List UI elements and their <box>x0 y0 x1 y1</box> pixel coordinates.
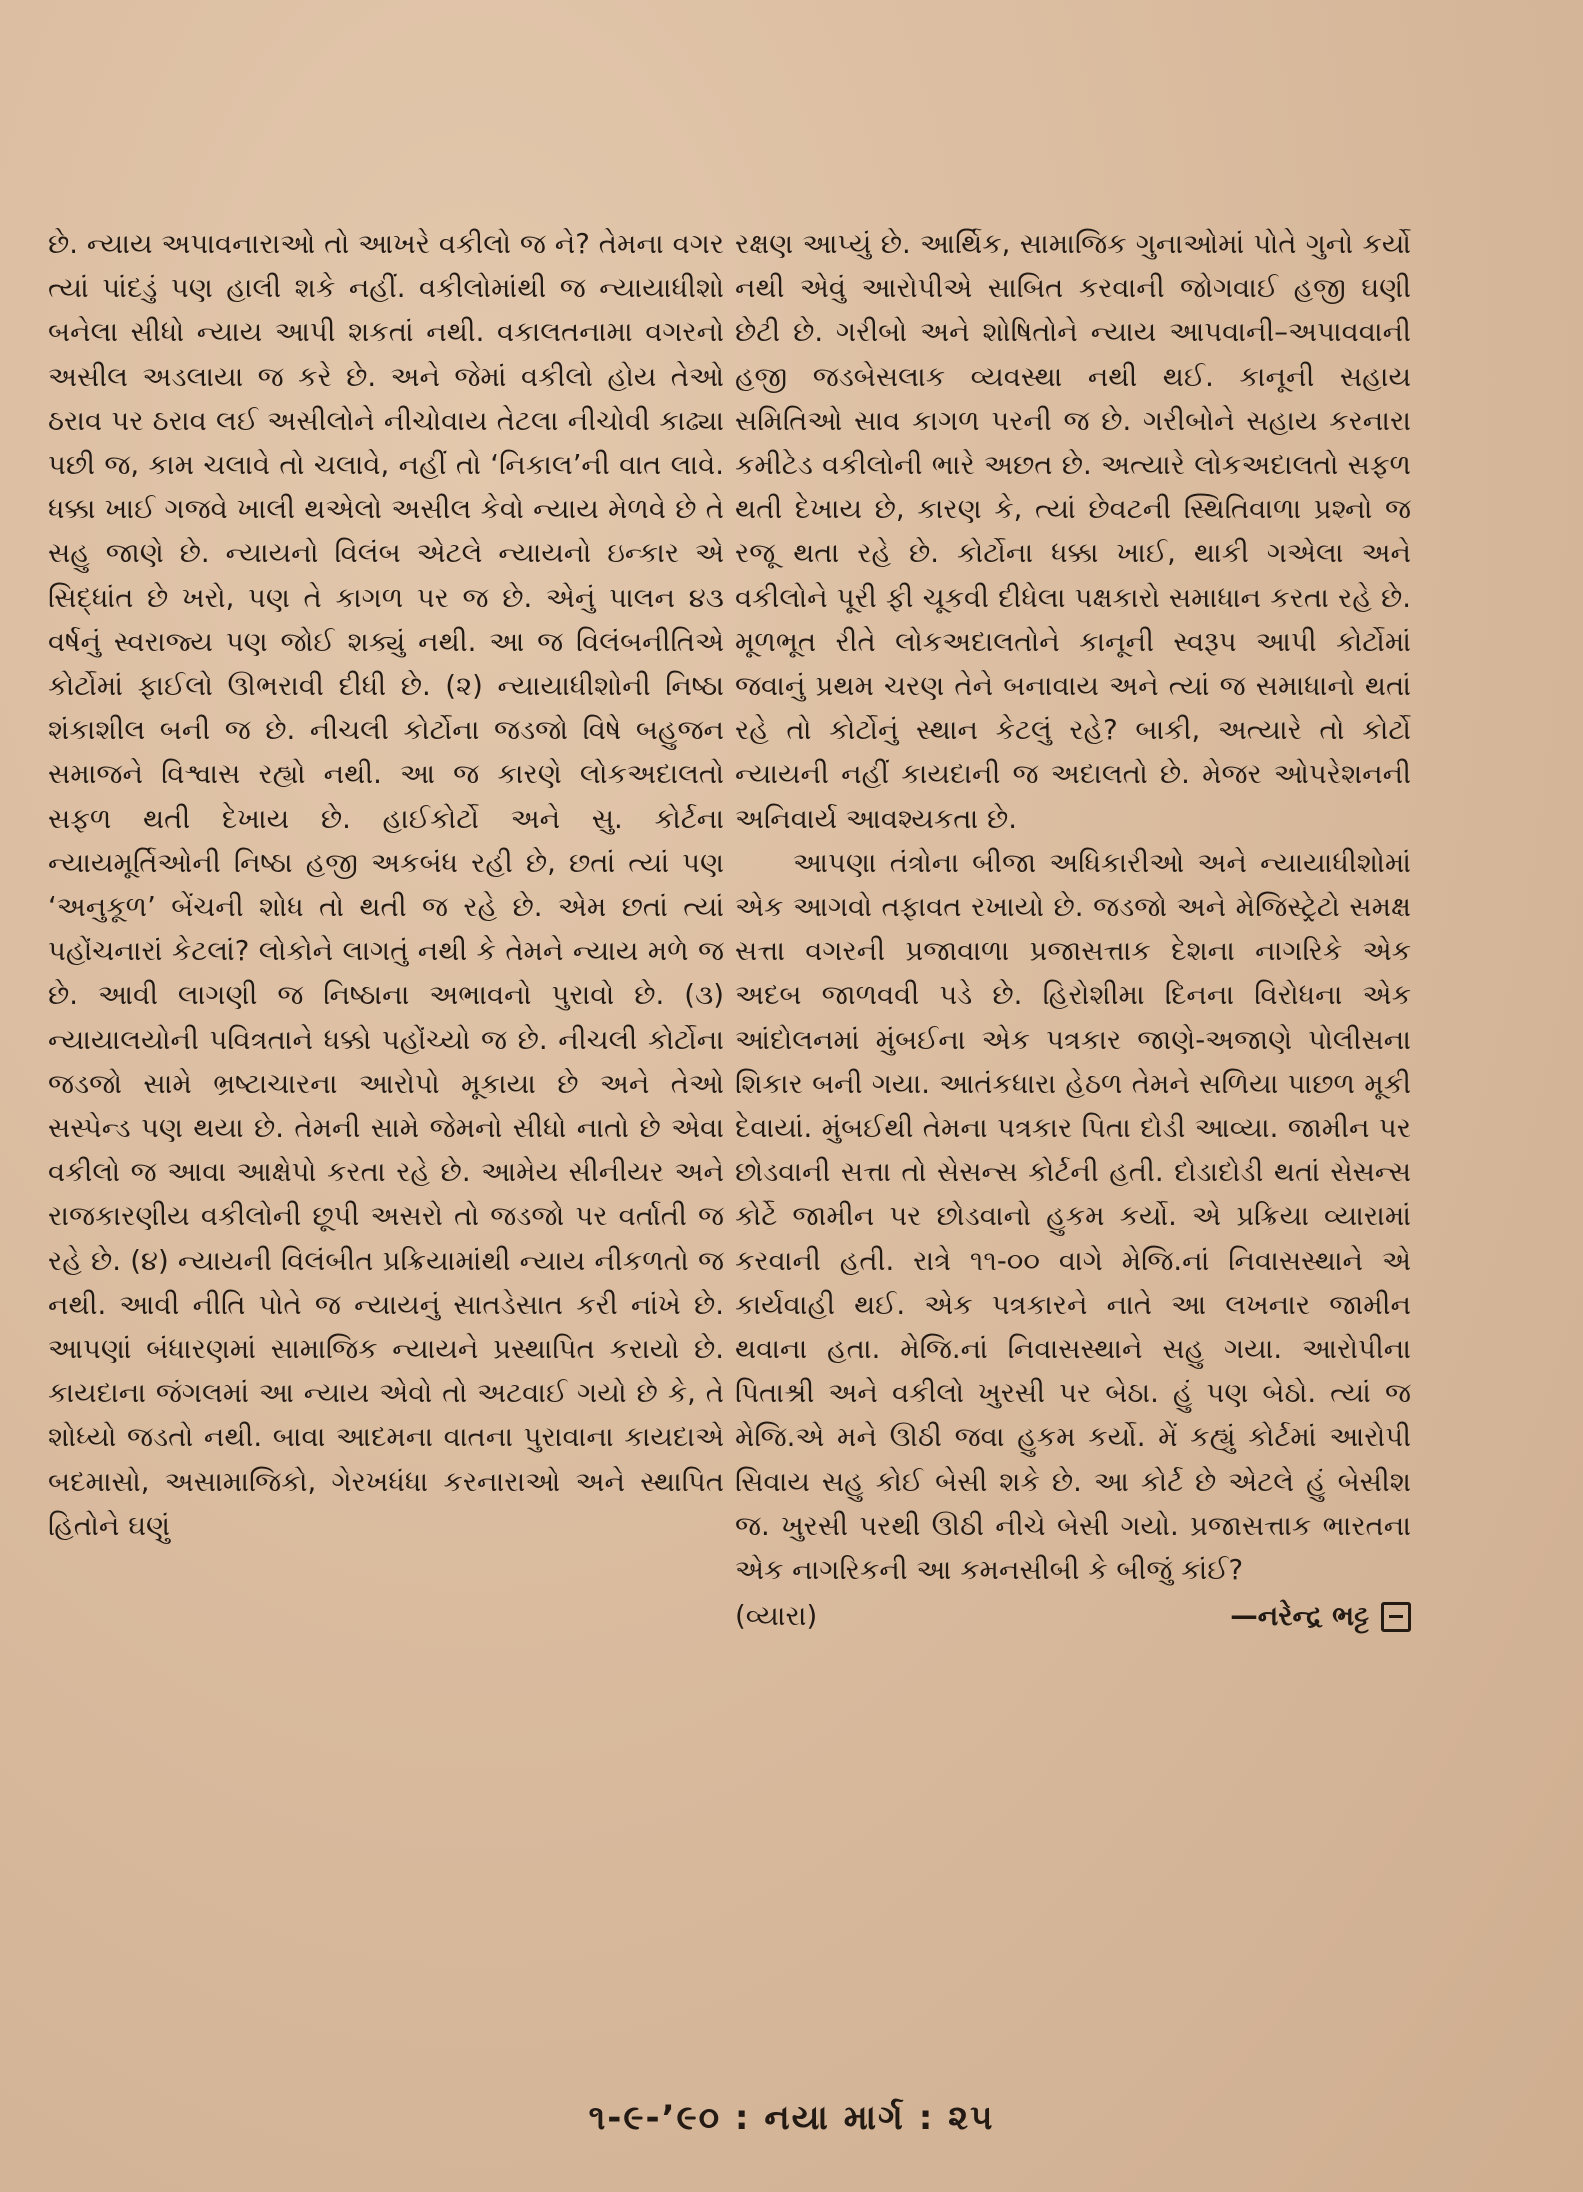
author-name: —નરેન્દ્ર ભટ્ટ <box>1230 1600 1369 1633</box>
page-footer: ૧-૯-’૯૦ : નયા માર્ગ : ૨૫ <box>588 2098 995 2138</box>
author-block <box>1230 1594 1411 1638</box>
right-column-paragraph-1: રક્ષણ આપ્યું છે. આર્થિક, સામાજિક ગુનાઓમાં પોતે ગુનો કર્યો નથી એવું આરોપીએ સાબિત કરવાની જોગવાઈ હજી ઘણી છેટી છે. ગરીબો અને શોષિતોને ન્યાય આપવાની–અપાવવાની હજી જડબેસલાક વ્યવસ્થા નથી થઈ. કાનૂની સહાય સમિતિઓ સાવ કાગળ પરની જ છે. ગરીબોને સહાય કરનારા કમીટેડ વકીલોની ભારે અછત છે. અત્યારે લોકઅદાલતો સફળ થતી દેખાય છે, કારણ કે, ત્યાં છેવટની સ્થિતિવાળા પ્રશ્નો જ રજૂ થતા રહે છે. કોર્ટોના ધક્કા ખાઈ, થાકી ગએલા અને વકીલોને પૂરી ફી ચૂકવી દીધેલા પક્ષકારો સમાધાન કરતા રહે છે. મૂળભૂત રીતે લોકઅદાલતોને કાનૂની સ્વરૂપ આપી કોર્ટોમાં જવાનું પ્રથમ ચરણ તેને બનાવાય અને ત્યાં જ સમાધાનો થતાં રહે તો કોર્ટોનું સ્થાન કેટલું રહે? બાકી, અત્યારે તો કોર્ટો ન્યાયની નહીં કાયદાની જ અદાલતો છે. મેજર ઓપરેશનની અનિવાર્ય આવશ્યકતા છે. <box>735 228 1411 835</box>
left-column-text: છે. ન્યાય અપાવનારાઓ તો આખરે વકીલો જ ને? તેમના વગર ત્યાં પાંદડું પણ હાલી શકે નહીં. વકીલોમાંથી જ ન્યાયાધીશો બનેલા સીધો ન્યાય આપી શકતાં નથી. વકાલતનામા વગરનો અસીલ અડલાયા જ કરે છે. અને જેમાં વકીલો હોય તેઓ ઠરાવ પર ઠરાવ લઈ અસીલોને નીચોવાય તેટલા નીચોવી કાઢ્યા પછી જ, કામ ચલાવે તો ચલાવે, નહીં તો ‘નિકાલ’ની વાત લાવે. ધક્કા ખાઈ ગજવે ખાલી થએલો અસીલ કેવો ન્યાય મેળવે છે તે સહુ જાણે છે. ન્યાયનો વિલંબ એટલે ન્યાયનો ઇન્કાર એ સિદ્ધાંત છે ખરો, પણ તે કાગળ પર જ છે. એનું પાલન ૪૩ વર્ષનું સ્વરાજ્ય પણ જોઈ શક્યું નથી. આ જ વિલંબનીતિએ કોર્ટોમાં ફાઈલો ઊભરાવી દીધી છે. (૨) ન્યાયાધીશોની નિષ્ઠા શંકાશીલ બની જ છે. નીચલી કોર્ટોના જડજો વિષે બહુજન સમાજને વિશ્વાસ રહ્યો નથી. આ જ કારણે લોકઅદાલતો સફળ થતી દેખાય છે. હાઈકોર્ટો અને સુ. કોર્ટના ન્યાયમૂર્તિઓની નિષ્ઠા હજી અકબંધ રહી છે, છતાં ત્યાં પણ ‘અનુકૂળ’ બેંચની શોધ તો થતી જ રહે છે. એમ છતાં ત્યાં પહોંચનારાં કેટલાં? લોકોને લાગતું નથી કે તેમને ન્યાય મળે જ છે. આવી લાગણી જ નિષ્ઠાના અભાવનો પુરાવો છે. (૩) ન્યાયાલયોની પવિત્રતાને ધક્કો પહોંચ્યો જ છે. નીચલી કોર્ટોના જડજો સામે ભ્રષ્ટાચારના આરોપો મૂકાયા છે અને તેઓ સસ્પેન્ડ પણ થયા છે. તેમની સામે જેમનો સીધો નાતો છે એવા વકીલો જ આવા આક્ષેપો કરતા રહે છે. આમેય સીનીયર અને રાજકારણીય વકીલોની છૂપી અસરો તો જડજો પર વર્તાતી જ રહે છે. (૪) ન્યાયની વિલંબીત પ્રક્રિયામાંથી ન્યાય નીકળતો જ નથી. આવી નીતિ પોતે જ ન્યાયનું સાતડેસાત કરી નાંખે છે. આપણાં બંધારણમાં સામાજિક ન્યાયને પ્રસ્થાપિત કરાયો છે. કાયદાના જંગલમાં આ ન્યાય એવો તો અટવાઈ ગયો છે કે, તે શોધ્યો જડતો નથી. બાવા આદમના વાતના પુરાવાના કાયદાએ બદમાસો, અસામાજિકો, ગેરખધંધા કરનારાઓ અને સ્થાપિત હિતોને ઘણું <box>48 228 724 1542</box>
right-column-paragraph-2: આપણા તંત્રોના બીજા અધિકારીઓ અને ન્યાયાધીશોમાં એક આગવો તફાવત રખાયો છે. જડજો અને મેજિસ્ટ્રેટો સમક્ષ સત્તા વગરની પ્રજાવાળા પ્રજાસત્તાક દેશના નાગરિકે એક અદબ જાળવવી પડે છે. હિરોશીમા દિનના વિરોધના એક આંદોલનમાં મુંબઈના એક પત્રકાર જાણે-અજાણે પોલીસના શિકાર બની ગયા. આતંકધારા હેઠળ તેમને સળિયા પાછળ મૂકી દેવાયાં. મુંબઈથી તેમના પત્રકાર પિતા દોડી આવ્યા. જામીન પર છોડવાની સત્તા તો સેસન્સ કોર્ટની હતી. દોડાદોડી થતાં સેસન્સ કોર્ટે જામીન પર છોડવાનો હુકમ કર્યો. એ પ્રક્રિયા વ્યારામાં કરવાની હતી. રાત્રે ૧૧-૦૦ વાગે મેજિ.નાં નિવાસસ્થાને એ કાર્યવાહી થઈ. એક પત્રકારને નાતે આ લખનાર જામીન થવાના હતા. મેજિ.નાં નિવાસસ્થાને સહુ ગયા. આરોપીના પિતાશ્રી અને વકીલો ખુરસી પર બેઠા. હું પણ બેઠો. ત્યાં જ મેજિ.એ મને ઊઠી જવા હુકમ કર્યો. મેં કહ્યું કોર્ટમાં આરોપી સિવાય સહુ કોઈ બેસી શકે છે. આ કોર્ટ છે એટલે હું બેસીશ જ. ખુરસી પરથી ઊઠી નીચે બેસી ગયો. પ્રજાસત્તાક ભારતના એક નાગરિકની આ કમનસીબી કે બીજું કાંઈ? <box>735 846 1411 1587</box>
place-label: (વ્યારા) <box>735 1600 818 1633</box>
end-mark-icon <box>1381 1602 1411 1632</box>
signature-line <box>735 1594 1411 1638</box>
left-column <box>48 222 724 1548</box>
right-column <box>735 222 1411 1639</box>
